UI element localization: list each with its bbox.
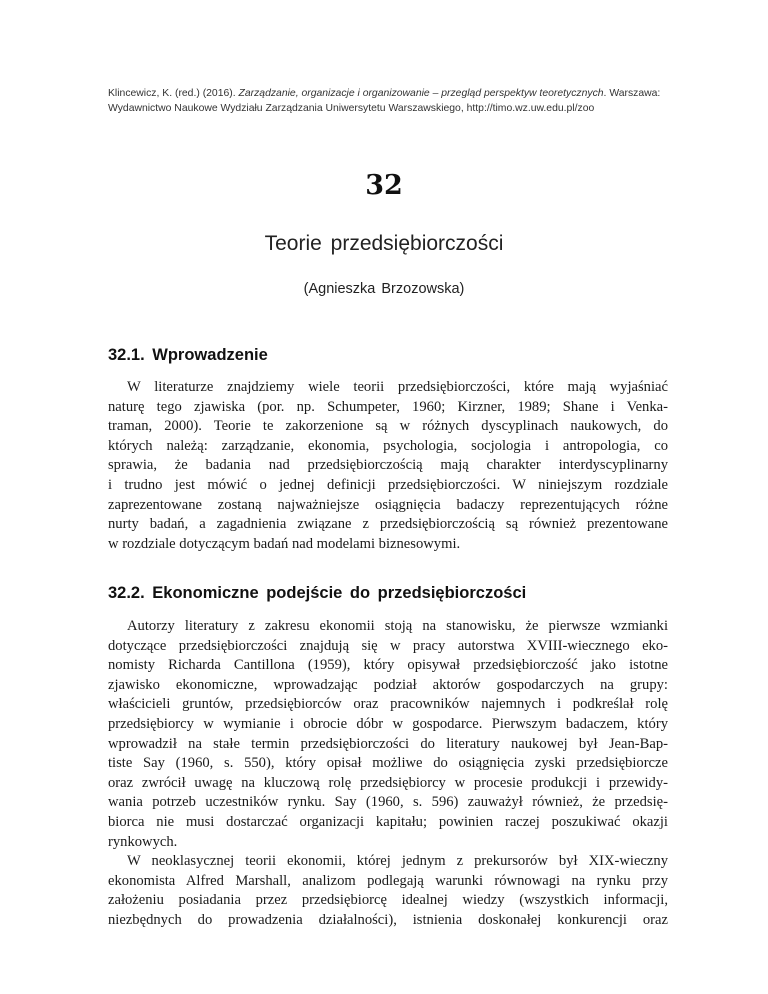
text-line: założeniu posiadania przez przedsiębiorcę idealnej wiedzy (wszystkich informacji, [108, 892, 668, 909]
text-line: przedsiębiorcy w wymianie i obrocie dóbr w gospodarce. Pierwszym badaczem, który [108, 715, 668, 732]
text-line: Autorzy literatury z zakresu ekonomii stoją na stanowisku, że pierwsze wzmianki [127, 618, 668, 634]
citation-place: . Warszawa: [603, 88, 661, 99]
section-body-wprowadzenie [108, 378, 668, 554]
text-line: których należą: zarządzanie, ekonomia, psychologia, socjologia i antropologia, co [108, 437, 668, 454]
text-line: w rozdziale dotyczącym badań nad modelami biznesowymi. [108, 535, 461, 552]
section-body-ekonomiczne [108, 617, 668, 931]
citation-book-title: Zarządzanie, organizacje i organizowanie – przegląd perspektyw teoretycznych [238, 88, 604, 99]
chapter-author: (Agnieszka Brzozowska) [303, 281, 465, 297]
text-line: wania potrzeb uczestników rynku. Say (1960, s. 596) zauważył również, że przedsię- [108, 794, 668, 811]
text-line: ekonomista Alfred Marshall, analizom podlegają warunki równowagi na rynku przy [108, 872, 668, 889]
text-line: sprawia, że badania nad przedsiębiorczością mają charakter interdyscyplinarny [108, 457, 668, 474]
text-line: i trudno jest mówić o jednej definicji przedsiębiorczości. W niniejszym rozdziale [108, 476, 668, 493]
text-line: traman, 2000). Teorie te zakorzenione są w różnych dyscyplinach naukowych, do [108, 418, 668, 435]
text-line: tiste Say (1960, s. 550), który opisał możliwe do osiągnięcia zyski przedsiębiorcze [108, 755, 668, 772]
text-line: naturę tego zjawiska (por. np. Schumpeter, 1960; Kirzner, 1989; Shane i Venka- [108, 398, 668, 415]
text-line: właścicieli gruntów, przedsiębiorców oraz pracowników najemnych i podkreślał rolę [108, 696, 668, 713]
citation-header [108, 86, 668, 116]
chapter-number: 32 [365, 170, 403, 201]
section-heading-wprowadzenie: 32.1. Wprowadzenie [108, 346, 268, 364]
text-line: wprowadził na stałe termin przedsiębiorczości do literatury naukowej był Jean-Bap- [108, 735, 668, 752]
text-line: W literaturze znajdziemy wiele teorii przedsiębiorczości, które mają wyjaśniać [127, 379, 668, 395]
text-line: W neoklasycznej teorii ekonomii, której jednym z prekursorów był XIX-wieczny [127, 853, 668, 870]
text-line: oraz zwrócił uwagę na kluczową rolę przedsiębiorcy w procesie produkcji i przewidy- [108, 774, 668, 791]
section-heading-ekonomiczne: 32.2. Ekonomiczne podejście do przedsiębiorczości [108, 584, 527, 602]
text-line: nomisty Richarda Cantillona (1959), który opisywał przedsiębiorczość jako istotne [108, 657, 668, 674]
text-line: zaprezentowane zostaną najważniejsze osiągnięcia badaczy reprezentujących różne [108, 496, 668, 513]
chapter-title: Teorie przedsiębiorczości [264, 232, 504, 255]
citation-authors: Klincewicz, K. (red.) (2016). [108, 88, 239, 99]
text-line: zjawisko ekonomiczne, wprowadzając podział aktorów gospodarczych na grupy: [108, 676, 668, 693]
citation-line-2: Wydawnictwo Naukowe Wydziału Zarządzania Uniwersytetu Warszawskiego, http://timo.wz.uw.edu.pl/zoo [108, 103, 595, 114]
text-line: biorca nie musi dostarczać organizacji kapitału; powinien raczej poszukiwać okazji [108, 813, 668, 830]
text-line: dotyczące przedsiębiorczości znajdują się w pracy autorstwa XVIII-wiecznego eko- [108, 637, 668, 654]
text-line: nurty badań, a zagadnienia związane z przedsiębiorczością są również prezentowane [108, 516, 668, 533]
text-line: rynkowych. [108, 833, 178, 850]
citation-line-1 [108, 86, 668, 101]
text-line: niezbędnych do prowadzenia działalności), istnienia doskonałej konkurencji oraz [108, 911, 668, 928]
